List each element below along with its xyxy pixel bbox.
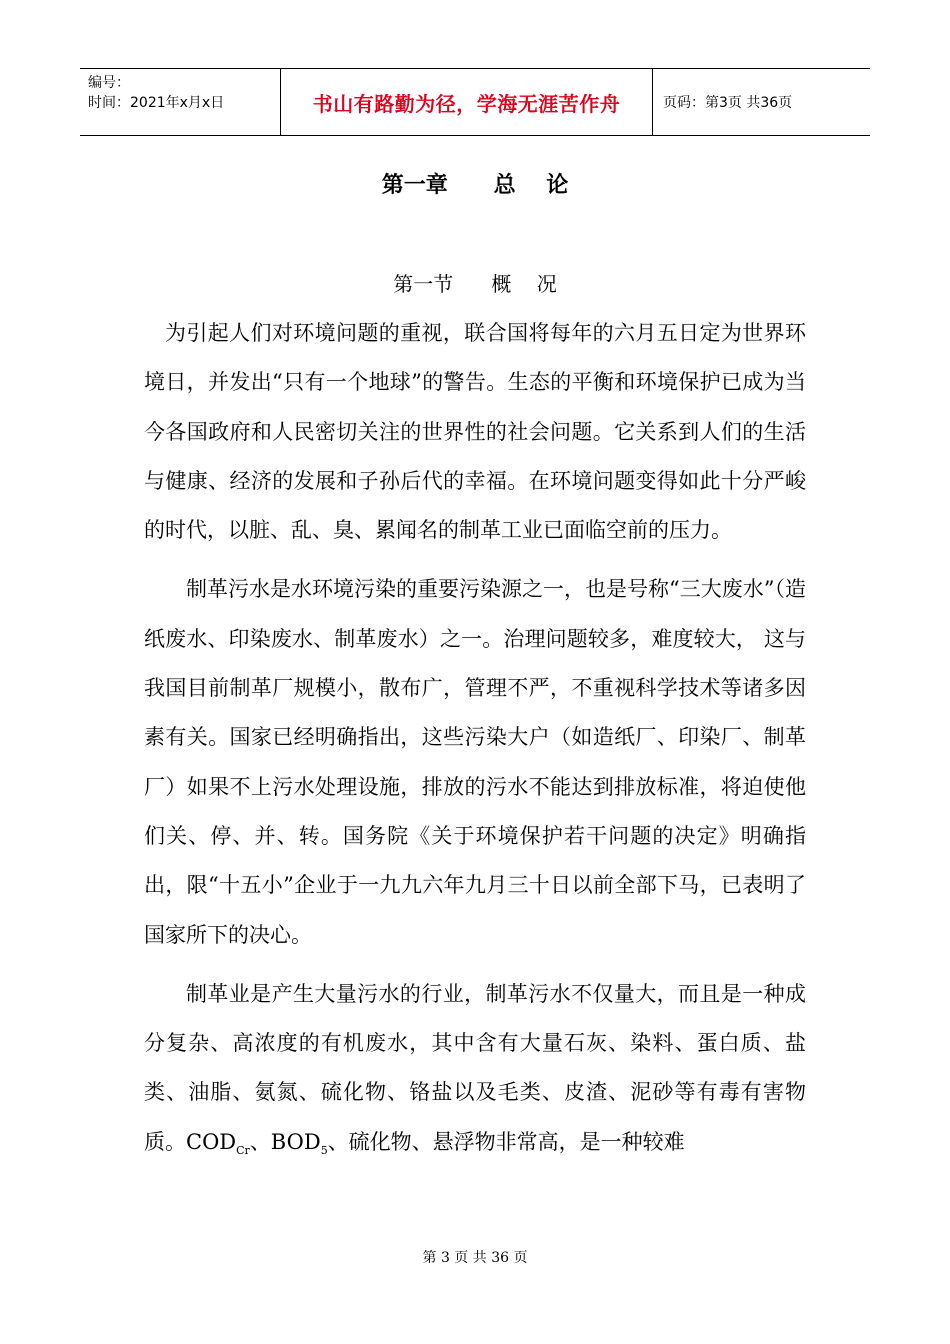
paragraph-3-text-c: 、硫化物、悬浮物非常高，是一种较难 [327,1129,685,1154]
bod-subscript: 5 [320,1143,328,1157]
document-number-label: 编号： [88,75,130,91]
section-title: 第一节 概 况 [393,272,557,296]
header-meta [80,69,281,135]
paragraph-3-text-a: 制革业是产生大量污水的行业，制革污水不仅量大，而且是一种成分复杂、高浓度的有机废水，其中含有大量石灰、染料、蛋白质、盐类、油脂、氨氮、硫化物、铬盐以及毛类、皮渣、泥砂等有毒有害物质。COD [144,981,806,1154]
page-footer: 第 3 页 共 36 页 [422,1250,528,1266]
header-motto: 书山有路勤为径，学海无涯苦作舟 [281,69,653,135]
paragraph-3 [144,970,806,1167]
header-page-info: 页码：第3页 共36页 [663,95,793,111]
document-date: 时间：2021年x月x日 [88,95,225,111]
page-header [80,68,870,136]
cod-subscript: Cr [236,1143,250,1157]
body-text [144,309,806,1167]
chapter-title: 第一章 总 论 [381,173,569,198]
paragraph-1: 为引起人们对环境问题的重视，联合国将每年的六月五日定为世界环境日，并发出“只有一个地球”的警告。生态的平衡和环境保护已成为当今各国政府和人民密切关注的世界性的社会问题。它关系到人们的生活与健康、经济的发展和子孙后代的幸福。在环境问题变得如此十分严峻的时代，以脏、乱、臭、累闻名的制革工业已面临空前的压力。 [144,321,806,543]
paragraph-3-text-b: 、BOD [249,1129,321,1154]
paragraph-2: 制革污水是水环境污染的重要污染源之一，也是号称“三大废水”（造纸废水、印染废水、制革废水）之一。治理问题较多，难度较大， 这与我国目前制革厂规模小，散布广，管理不严，不重视科学技术等诸多因素有关。国家已经明确指出，这些污染大户（如造纸厂、印染厂、制革厂）如果不上污水处理设施，排放的污水不能达到排放标准，将迫使他们关、停、并、转。国务院《关于环境保护若干问题的决定》明确指出，限“十五小”企业于一九九六年九月三十日以前全部下马，已表明了国家所下的决心。 [144,577,806,947]
